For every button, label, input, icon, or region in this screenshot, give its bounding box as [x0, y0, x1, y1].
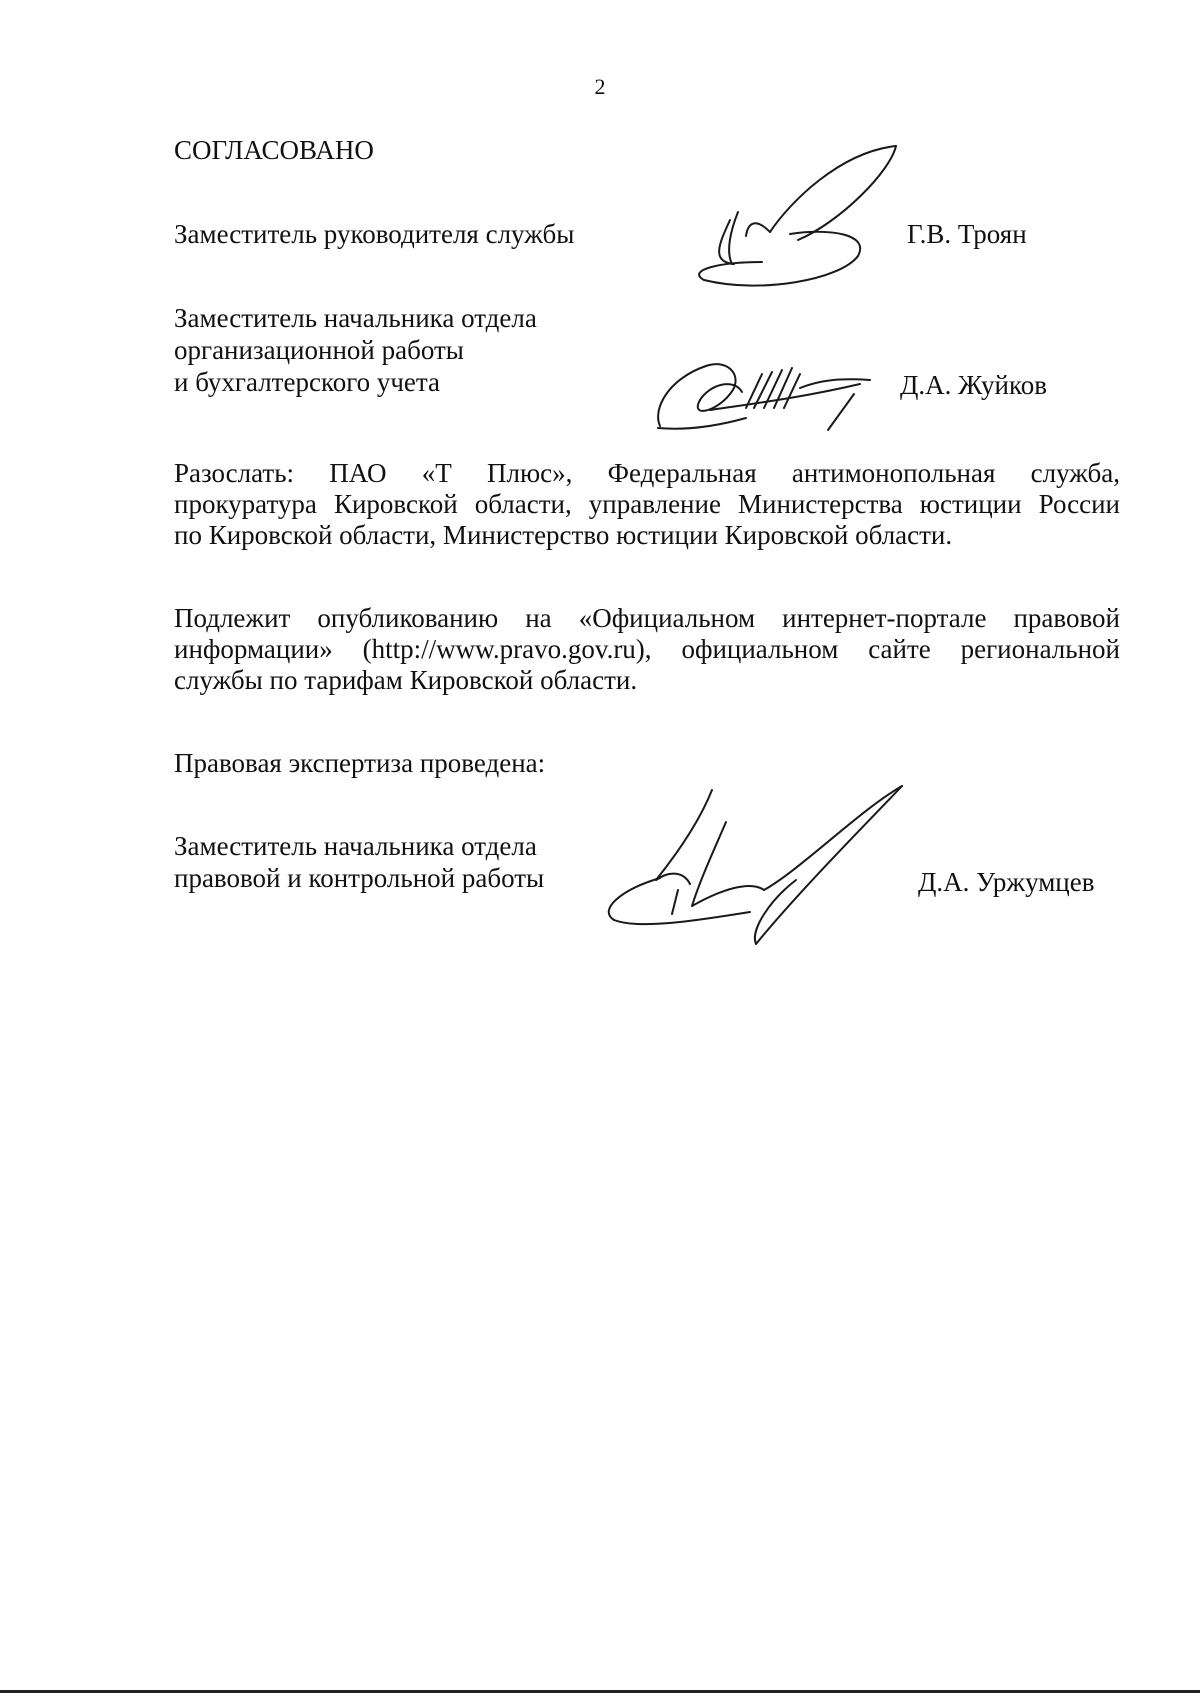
bottom-divider — [0, 1690, 1200, 1693]
signatory-2-position-line-1: Заместитель начальника отдела — [174, 303, 537, 333]
signatory-1-position: Заместитель руководителя службы — [174, 219, 575, 249]
legal-review-name: Д.А. Уржумцев — [918, 867, 1095, 897]
publication-line: информации» (http://www.pravo.gov.ru), официальном сайте региональной — [174, 634, 1120, 664]
publication-paragraph — [174, 603, 1120, 696]
signatory-2-name: Д.А. Жуйков — [900, 370, 1047, 400]
signature-troyan — [690, 142, 905, 308]
distribution-line: Разослать: ПАО «Т Плюс», Федеральная антимонопольная служба, — [174, 458, 1120, 488]
legal-review-position-line-2: правовой и контрольной работы — [174, 863, 545, 893]
signature-urzhumtsev — [600, 780, 910, 950]
page-number: 2 — [594, 74, 606, 99]
legal-review-position-line-1: Заместитель начальника отдела — [174, 831, 537, 861]
signatory-1-name: Г.В. Троян — [907, 219, 1027, 249]
legal-review-heading: Правовая экспертиза проведена: — [174, 748, 546, 778]
approval-heading: СОГЛАСОВАНО — [174, 135, 374, 165]
distribution-line: прокуратура Кировской области, управление Министерства юстиции России — [174, 489, 1120, 519]
signature-zhuikov — [650, 348, 880, 432]
signatory-2-position-line-3: и бухгалтерского учета — [174, 367, 441, 397]
publication-line: Подлежит опубликованию на «Официальном интернет-портале правовой — [174, 603, 1120, 633]
publication-line: службы по тарифам Кировской области. — [174, 665, 638, 695]
distribution-line: по Кировской области, Министерство юстиции Кировской области. — [174, 520, 953, 550]
distribution-paragraph — [174, 458, 1120, 551]
signatory-2-position-line-2: организационной работы — [174, 335, 464, 365]
